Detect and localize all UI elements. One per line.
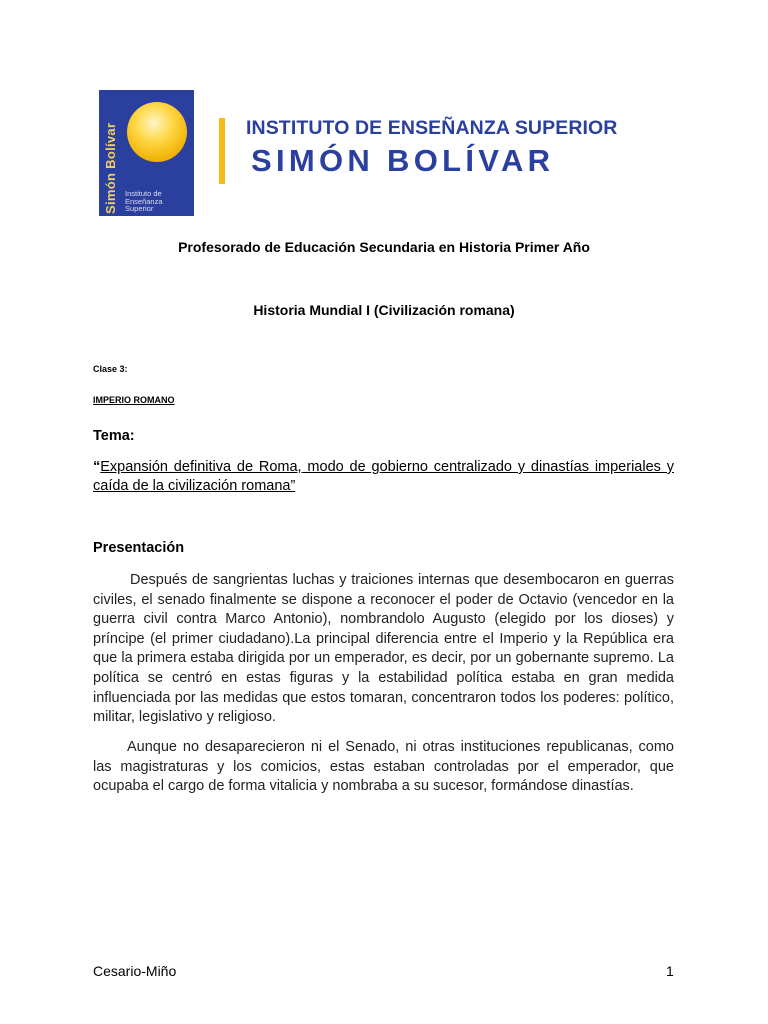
presentacion-heading: Presentación <box>93 540 185 556</box>
footer-author: Cesario-Miño <box>93 963 177 979</box>
presentacion-paragraph-1: Después de sangrientas luchas y traiciones internas que desembocaron en guerras civiles, el senado finalmente se dispone a reconocer el poder de Octavio (vencedor en la guerra civil contra Marco Antonio), nombrandolo Augusto (elegido por los dioses) y príncipe (el primer ciudadano).La principal diferencia entre el Imperio y la República era que la primera estaba dirigida por un emperador, es decir, por un gobernante supremo. La política se centró en estas figuras y la estabilidad política estaba en gran medida influenciada por las medidas que estos tomaran, concentraron todos los poderes: político, militar, legislativo y religioso. <box>93 572 674 726</box>
tema-text <box>93 458 674 496</box>
program-title: Profesorado de Educación Secundaria en Historia Primer Año <box>178 239 590 255</box>
institute-name-line2: SIMÓN BOLÍVAR <box>251 143 555 178</box>
logo-sun-icon <box>127 102 187 162</box>
page-number: 1 <box>666 963 674 979</box>
section-label: IMPERIO ROMANO <box>93 395 175 405</box>
logo-divider-bar <box>219 118 225 184</box>
tema-quote-mark: “ <box>93 459 101 475</box>
course-title: Historia Mundial I (Civilización romana) <box>253 302 515 318</box>
class-label: Clase 3: <box>93 364 128 374</box>
institute-name-line1: INSTITUTO DE ENSEÑANZA SUPERIOR <box>246 117 618 139</box>
institute-logo <box>99 90 194 216</box>
logo-vertical-text: Simón Bolívar <box>103 122 118 214</box>
presentacion-paragraph-2: Aunque no desaparecieron ni el Senado, ni otras instituciones republicanas, como las magistraturas y los comicios, estas estaban controladas por el emperador, que ocupaba el cargo de forma vitalicia y nombraba a su sucesor, formándose dinastías. <box>93 739 674 795</box>
tema-topic: Expansión definitiva de Roma, modo de gobierno centralizado y dinastías imperiales y caída de la civilización romana” <box>93 459 674 494</box>
tema-heading: Tema: <box>93 428 135 444</box>
logo-small-text: Instituto de Enseñanza Superior <box>125 189 163 213</box>
